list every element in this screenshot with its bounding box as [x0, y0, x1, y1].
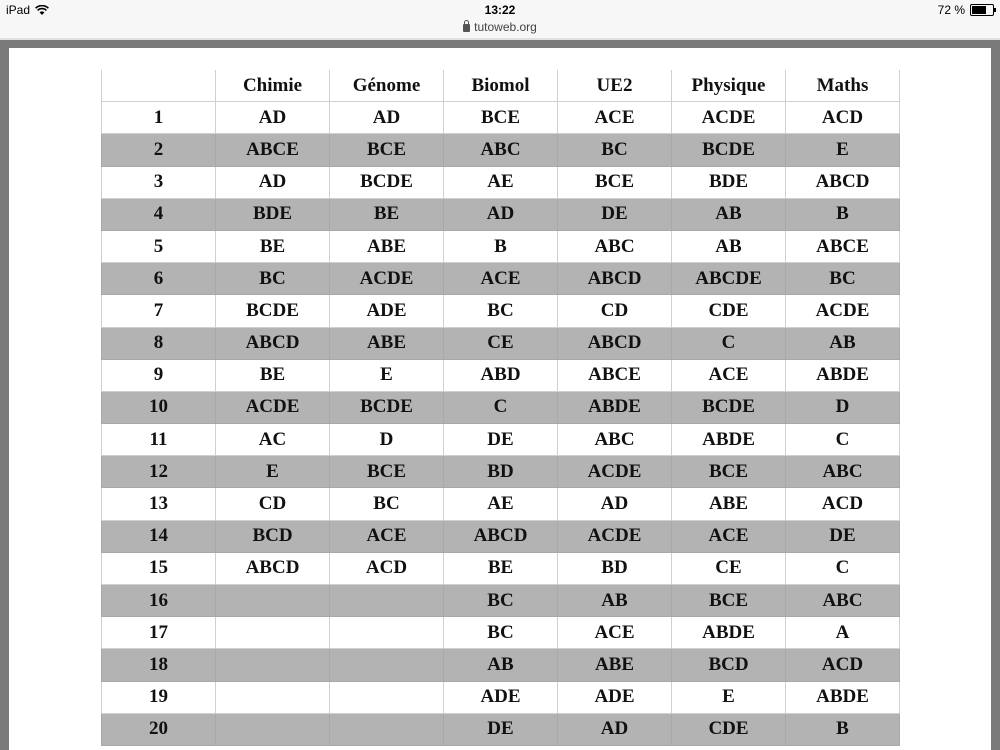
- answer-cell: BE: [330, 198, 444, 230]
- battery-percent: 72 %: [937, 3, 965, 17]
- answer-cell: ACE: [444, 263, 558, 295]
- answer-cell: ACDE: [672, 102, 786, 134]
- answer-cell: AE: [444, 166, 558, 198]
- column-header: UE2: [558, 70, 672, 102]
- answer-cell: ACE: [330, 520, 444, 552]
- answer-cell: BCE: [558, 166, 672, 198]
- answer-cell: BCDE: [330, 391, 444, 423]
- answer-cell: BCDE: [672, 391, 786, 423]
- question-number-cell: 4: [102, 198, 216, 230]
- answer-cell: BCD: [216, 520, 330, 552]
- answer-cell: BCE: [672, 456, 786, 488]
- table-row: [102, 585, 900, 617]
- answer-cell: AD: [216, 102, 330, 134]
- answer-cell: BC: [444, 295, 558, 327]
- web-page: [9, 48, 991, 750]
- answer-cell: ACE: [558, 102, 672, 134]
- url-display[interactable]: [463, 19, 537, 34]
- question-number-cell: 2: [102, 134, 216, 166]
- table-row: [102, 713, 900, 745]
- answer-cell: ABCD: [786, 166, 900, 198]
- answer-cell: BC: [558, 134, 672, 166]
- answer-cell: BE: [444, 552, 558, 584]
- answer-cell: BC: [216, 263, 330, 295]
- answer-cell: ACDE: [558, 456, 672, 488]
- answer-cell: [216, 681, 330, 713]
- answer-cell: ABCD: [216, 552, 330, 584]
- table-row: [102, 359, 900, 391]
- table-row: [102, 552, 900, 584]
- answer-cell: ABDE: [672, 424, 786, 456]
- answer-cell: [330, 713, 444, 745]
- table-row: [102, 617, 900, 649]
- answer-cell: ACE: [672, 520, 786, 552]
- question-number-cell: 15: [102, 552, 216, 584]
- answer-cell: DE: [444, 713, 558, 745]
- device-name: iPad: [6, 3, 31, 17]
- column-header: Génome: [330, 70, 444, 102]
- answer-cell: B: [444, 230, 558, 262]
- question-number-cell: 1: [102, 102, 216, 134]
- answer-cell: AD: [444, 198, 558, 230]
- answer-cell: E: [216, 456, 330, 488]
- column-header: Physique: [672, 70, 786, 102]
- answer-cell: E: [672, 681, 786, 713]
- header-row: [102, 70, 900, 102]
- answer-cell: ABE: [330, 230, 444, 262]
- question-number-cell: 19: [102, 681, 216, 713]
- answer-cell: AB: [444, 649, 558, 681]
- answer-cell: ABCE: [216, 134, 330, 166]
- answer-cell: ABCE: [786, 230, 900, 262]
- answer-cell: BDE: [216, 198, 330, 230]
- question-number-cell: 9: [102, 359, 216, 391]
- table-row: [102, 391, 900, 423]
- answer-cell: CD: [558, 295, 672, 327]
- answer-cell: AB: [672, 198, 786, 230]
- answer-cell: BC: [444, 585, 558, 617]
- answer-cell: BC: [330, 488, 444, 520]
- question-number-cell: 5: [102, 230, 216, 262]
- column-header: Maths: [786, 70, 900, 102]
- answer-cell: [330, 649, 444, 681]
- header-corner-cell: [102, 70, 216, 102]
- answer-cell: [330, 617, 444, 649]
- answer-cell: E: [330, 359, 444, 391]
- answer-cell: ABC: [558, 424, 672, 456]
- answer-cell: BD: [444, 456, 558, 488]
- answer-cell: A: [786, 617, 900, 649]
- answer-cell: [216, 649, 330, 681]
- answer-cell: CDE: [672, 295, 786, 327]
- question-number-cell: 6: [102, 263, 216, 295]
- answer-cell: [330, 585, 444, 617]
- answer-cell: ABCE: [558, 359, 672, 391]
- table-row: [102, 327, 900, 359]
- answer-cell: BC: [786, 263, 900, 295]
- answer-cell: AE: [444, 488, 558, 520]
- answer-cell: BE: [216, 359, 330, 391]
- answer-cell: ABE: [330, 327, 444, 359]
- answer-cell: ABE: [672, 488, 786, 520]
- answer-cell: BCE: [330, 456, 444, 488]
- answer-cell: CE: [444, 327, 558, 359]
- table-row: [102, 681, 900, 713]
- answer-cell: ABE: [558, 649, 672, 681]
- answer-cell: DE: [558, 198, 672, 230]
- answer-cell: BCD: [672, 649, 786, 681]
- table-row: [102, 230, 900, 262]
- table-row: [102, 102, 900, 134]
- answer-cell: AD: [330, 102, 444, 134]
- table-row: [102, 134, 900, 166]
- answer-cell: ABC: [786, 456, 900, 488]
- status-bar: [0, 0, 1000, 20]
- answer-cell: ADE: [330, 295, 444, 327]
- answer-cell: BCE: [444, 102, 558, 134]
- question-number-cell: 18: [102, 649, 216, 681]
- answer-cell: ABCD: [444, 520, 558, 552]
- answer-cell: AB: [672, 230, 786, 262]
- answers-table: [101, 70, 900, 746]
- answer-cell: ABC: [444, 134, 558, 166]
- answer-cell: D: [330, 424, 444, 456]
- question-number-cell: 3: [102, 166, 216, 198]
- question-number-cell: 11: [102, 424, 216, 456]
- battery-icon: [970, 4, 994, 16]
- answer-cell: BCDE: [216, 295, 330, 327]
- answer-cell: BCE: [672, 585, 786, 617]
- table-row: [102, 456, 900, 488]
- question-number-cell: 17: [102, 617, 216, 649]
- answer-cell: [330, 681, 444, 713]
- answer-cell: DE: [444, 424, 558, 456]
- answer-cell: BCDE: [672, 134, 786, 166]
- lock-icon: [463, 24, 470, 32]
- answer-cell: ABCD: [558, 327, 672, 359]
- answer-cell: ABC: [558, 230, 672, 262]
- answer-cell: ACD: [786, 488, 900, 520]
- answer-cell: CDE: [672, 713, 786, 745]
- question-number-cell: 7: [102, 295, 216, 327]
- answer-cell: [216, 713, 330, 745]
- answer-cell: ABDE: [558, 391, 672, 423]
- answer-cell: ABC: [786, 585, 900, 617]
- answer-cell: ADE: [558, 681, 672, 713]
- answer-cell: B: [786, 713, 900, 745]
- table-row: [102, 263, 900, 295]
- table-row: [102, 295, 900, 327]
- answer-cell: BDE: [672, 166, 786, 198]
- question-number-cell: 16: [102, 585, 216, 617]
- answer-cell: D: [786, 391, 900, 423]
- answer-cell: BCE: [330, 134, 444, 166]
- answer-cell: AD: [558, 713, 672, 745]
- answer-cell: BC: [444, 617, 558, 649]
- answer-cell: BD: [558, 552, 672, 584]
- answer-cell: ACE: [672, 359, 786, 391]
- answer-cell: ABDE: [672, 617, 786, 649]
- column-header: Biomol: [444, 70, 558, 102]
- answer-cell: ACE: [558, 617, 672, 649]
- answer-cell: BE: [216, 230, 330, 262]
- answer-cell: BCDE: [330, 166, 444, 198]
- answer-cell: ABDE: [786, 681, 900, 713]
- answer-cell: CD: [216, 488, 330, 520]
- answer-cell: AD: [558, 488, 672, 520]
- answer-cell: B: [786, 198, 900, 230]
- answer-cell: ACDE: [558, 520, 672, 552]
- table-row: [102, 649, 900, 681]
- status-right: [938, 3, 994, 17]
- answer-cell: C: [672, 327, 786, 359]
- table-row: [102, 166, 900, 198]
- answer-cell: ACD: [786, 102, 900, 134]
- answer-cell: ABCD: [216, 327, 330, 359]
- answer-cell: AB: [786, 327, 900, 359]
- answer-cell: C: [786, 424, 900, 456]
- table-row: [102, 424, 900, 456]
- answer-cell: [216, 585, 330, 617]
- answer-cell: CE: [672, 552, 786, 584]
- column-header: Chimie: [216, 70, 330, 102]
- question-number-cell: 8: [102, 327, 216, 359]
- question-number-cell: 14: [102, 520, 216, 552]
- battery-level: [972, 6, 986, 14]
- answer-cell: E: [786, 134, 900, 166]
- answer-cell: ABCD: [558, 263, 672, 295]
- answer-cell: ACD: [330, 552, 444, 584]
- answer-cell: ACDE: [786, 295, 900, 327]
- answer-cell: AB: [558, 585, 672, 617]
- question-number-cell: 10: [102, 391, 216, 423]
- answer-cell: ACDE: [216, 391, 330, 423]
- answer-cell: C: [786, 552, 900, 584]
- question-number-cell: 12: [102, 456, 216, 488]
- answer-cell: AC: [216, 424, 330, 456]
- address-bar[interactable]: [0, 18, 1000, 38]
- answer-cell: ACD: [786, 649, 900, 681]
- answer-cell: DE: [786, 520, 900, 552]
- table-body: [102, 102, 900, 746]
- question-number-cell: 20: [102, 713, 216, 745]
- answer-cell: C: [444, 391, 558, 423]
- answer-cell: [216, 617, 330, 649]
- question-number-cell: 13: [102, 488, 216, 520]
- table-row: [102, 488, 900, 520]
- url-text: tutoweb.org: [474, 20, 537, 34]
- clock: 13:22: [484, 3, 516, 17]
- table-row: [102, 520, 900, 552]
- table-row: [102, 198, 900, 230]
- answer-cell: ABDE: [786, 359, 900, 391]
- answer-cell: ABCDE: [672, 263, 786, 295]
- answer-cell: ABD: [444, 359, 558, 391]
- answer-cell: AD: [216, 166, 330, 198]
- answer-cell: ACDE: [330, 263, 444, 295]
- answer-cell: ADE: [444, 681, 558, 713]
